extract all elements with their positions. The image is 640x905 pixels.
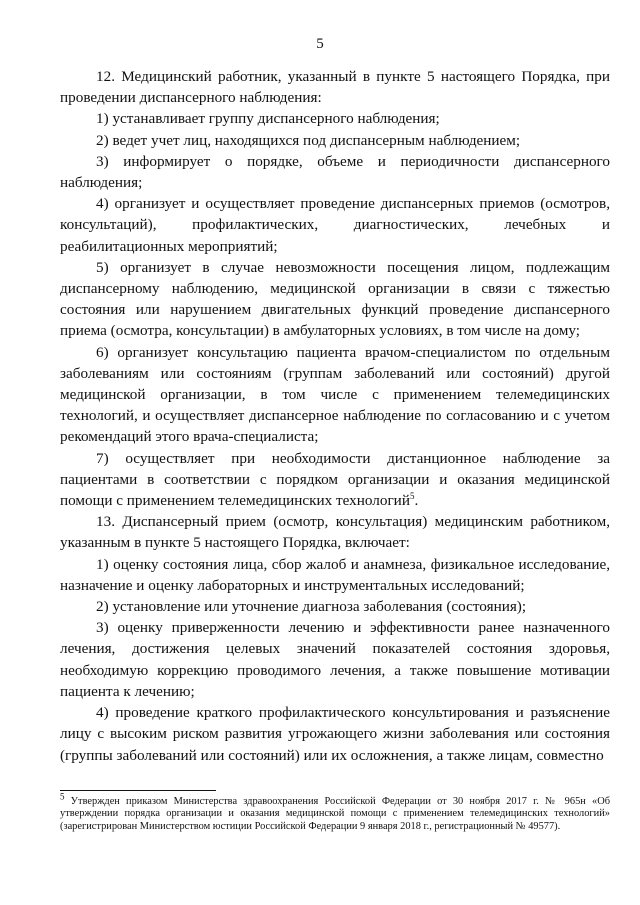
document-body [60,66,610,766]
paragraph-12-3: 3) информирует о порядке, объеме и периодичности диспансерного наблюдения; [60,152,610,192]
paragraph-13: 13. Диспансерный прием (осмотр, консультация) медицинским работником, указанным в пункте 5 настоящего Порядка, включает: [60,513,610,552]
footnote-reference: 5 [409,491,415,501]
paragraph-12-7-text: 7) осуществляет при необходимости дистанционное наблюдение за пациентами в соответствии с порядком организации и оказания медицинской помощи с применением телемедицинских технологий [60,449,610,510]
paragraph-12-2: 2) ведет учет лиц, находящихся под диспансерным наблюдением; [96,131,521,149]
paragraph-12-6: 6) организует консультацию пациента врачом-специалистом по отдельным заболеваниям или состояниям (группам заболеваний или состояний) другой медицинской организации, в том числе с применением телемедицинских технологий, и осуществляет диспансерное наблюдение по согласованию и с учетом рекомендаций этого врача-специалиста; [60,343,610,446]
footnote-text: Утвержден приказом Министерства здравоохранения Российской Федерации от 30 ноября 2017 г. № 965н «Об утверждении порядка организации и оказания медицинской помощи с применением телемедицинских технологий» (зарегистрирован Министерством юстиции Российской Федерации 9 января 2018 г., регистрационный № 49577). [60,796,610,832]
footnote-mark: 5 [60,791,65,802]
footnote-paragraph [60,791,610,833]
page-number: 5 [316,36,324,52]
paragraph-13-2: 2) установление или уточнение диагноза заболевания (состояния); [96,598,527,616]
paragraph-13-3: 3) оценку приверженности лечению и эффективности ранее назначенного лечения, достижения целевых значений показателей состояния здоровья, необходимую коррекцию проводимого лечения, а также повышение мотивации пациента к лечению; [60,619,610,700]
paragraph-12-7 [60,448,610,512]
paragraph-12-7-end: . [414,492,419,510]
footnote-divider [60,790,216,791]
paragraph-12-4: 4) организует и осуществляет проведение диспансерных приемов (осмотров, консультаций), профилактических, диагностических, лечебных и реабилитационных мероприятий; [60,195,610,255]
paragraph-12-1: 1) устанавливает группу диспансерного наблюдения; [96,110,440,128]
footnote [60,791,610,833]
paragraph-12-5: 5) организует в случае невозможности посещения лицом, подлежащим диспансерному наблюдению, медицинской организации в связи с тяжестью состояния или нарушением двигательных функций проведение диспансерного приема (осмотра, консультации) в амбулаторных условиях, в том числе на дому; [60,258,610,340]
paragraph-13-4: 4) проведение краткого профилактического консультирования и разъяснение лицу с высоким риском развития угрожающего жизни заболевания или состояния (группы заболеваний или состояний) или их осложнения, а также лицам, совместно [60,704,610,764]
paragraph-12: 12. Медицинский работник, указанный в пункте 5 настоящего Порядка, при проведении диспансерного наблюдения: [60,68,610,107]
paragraph-13-1: 1) оценку состояния лица, сбор жалоб и анамнеза, физикальное исследование, назначение и оценку лабораторных и инструментальных исследований; [60,555,610,594]
